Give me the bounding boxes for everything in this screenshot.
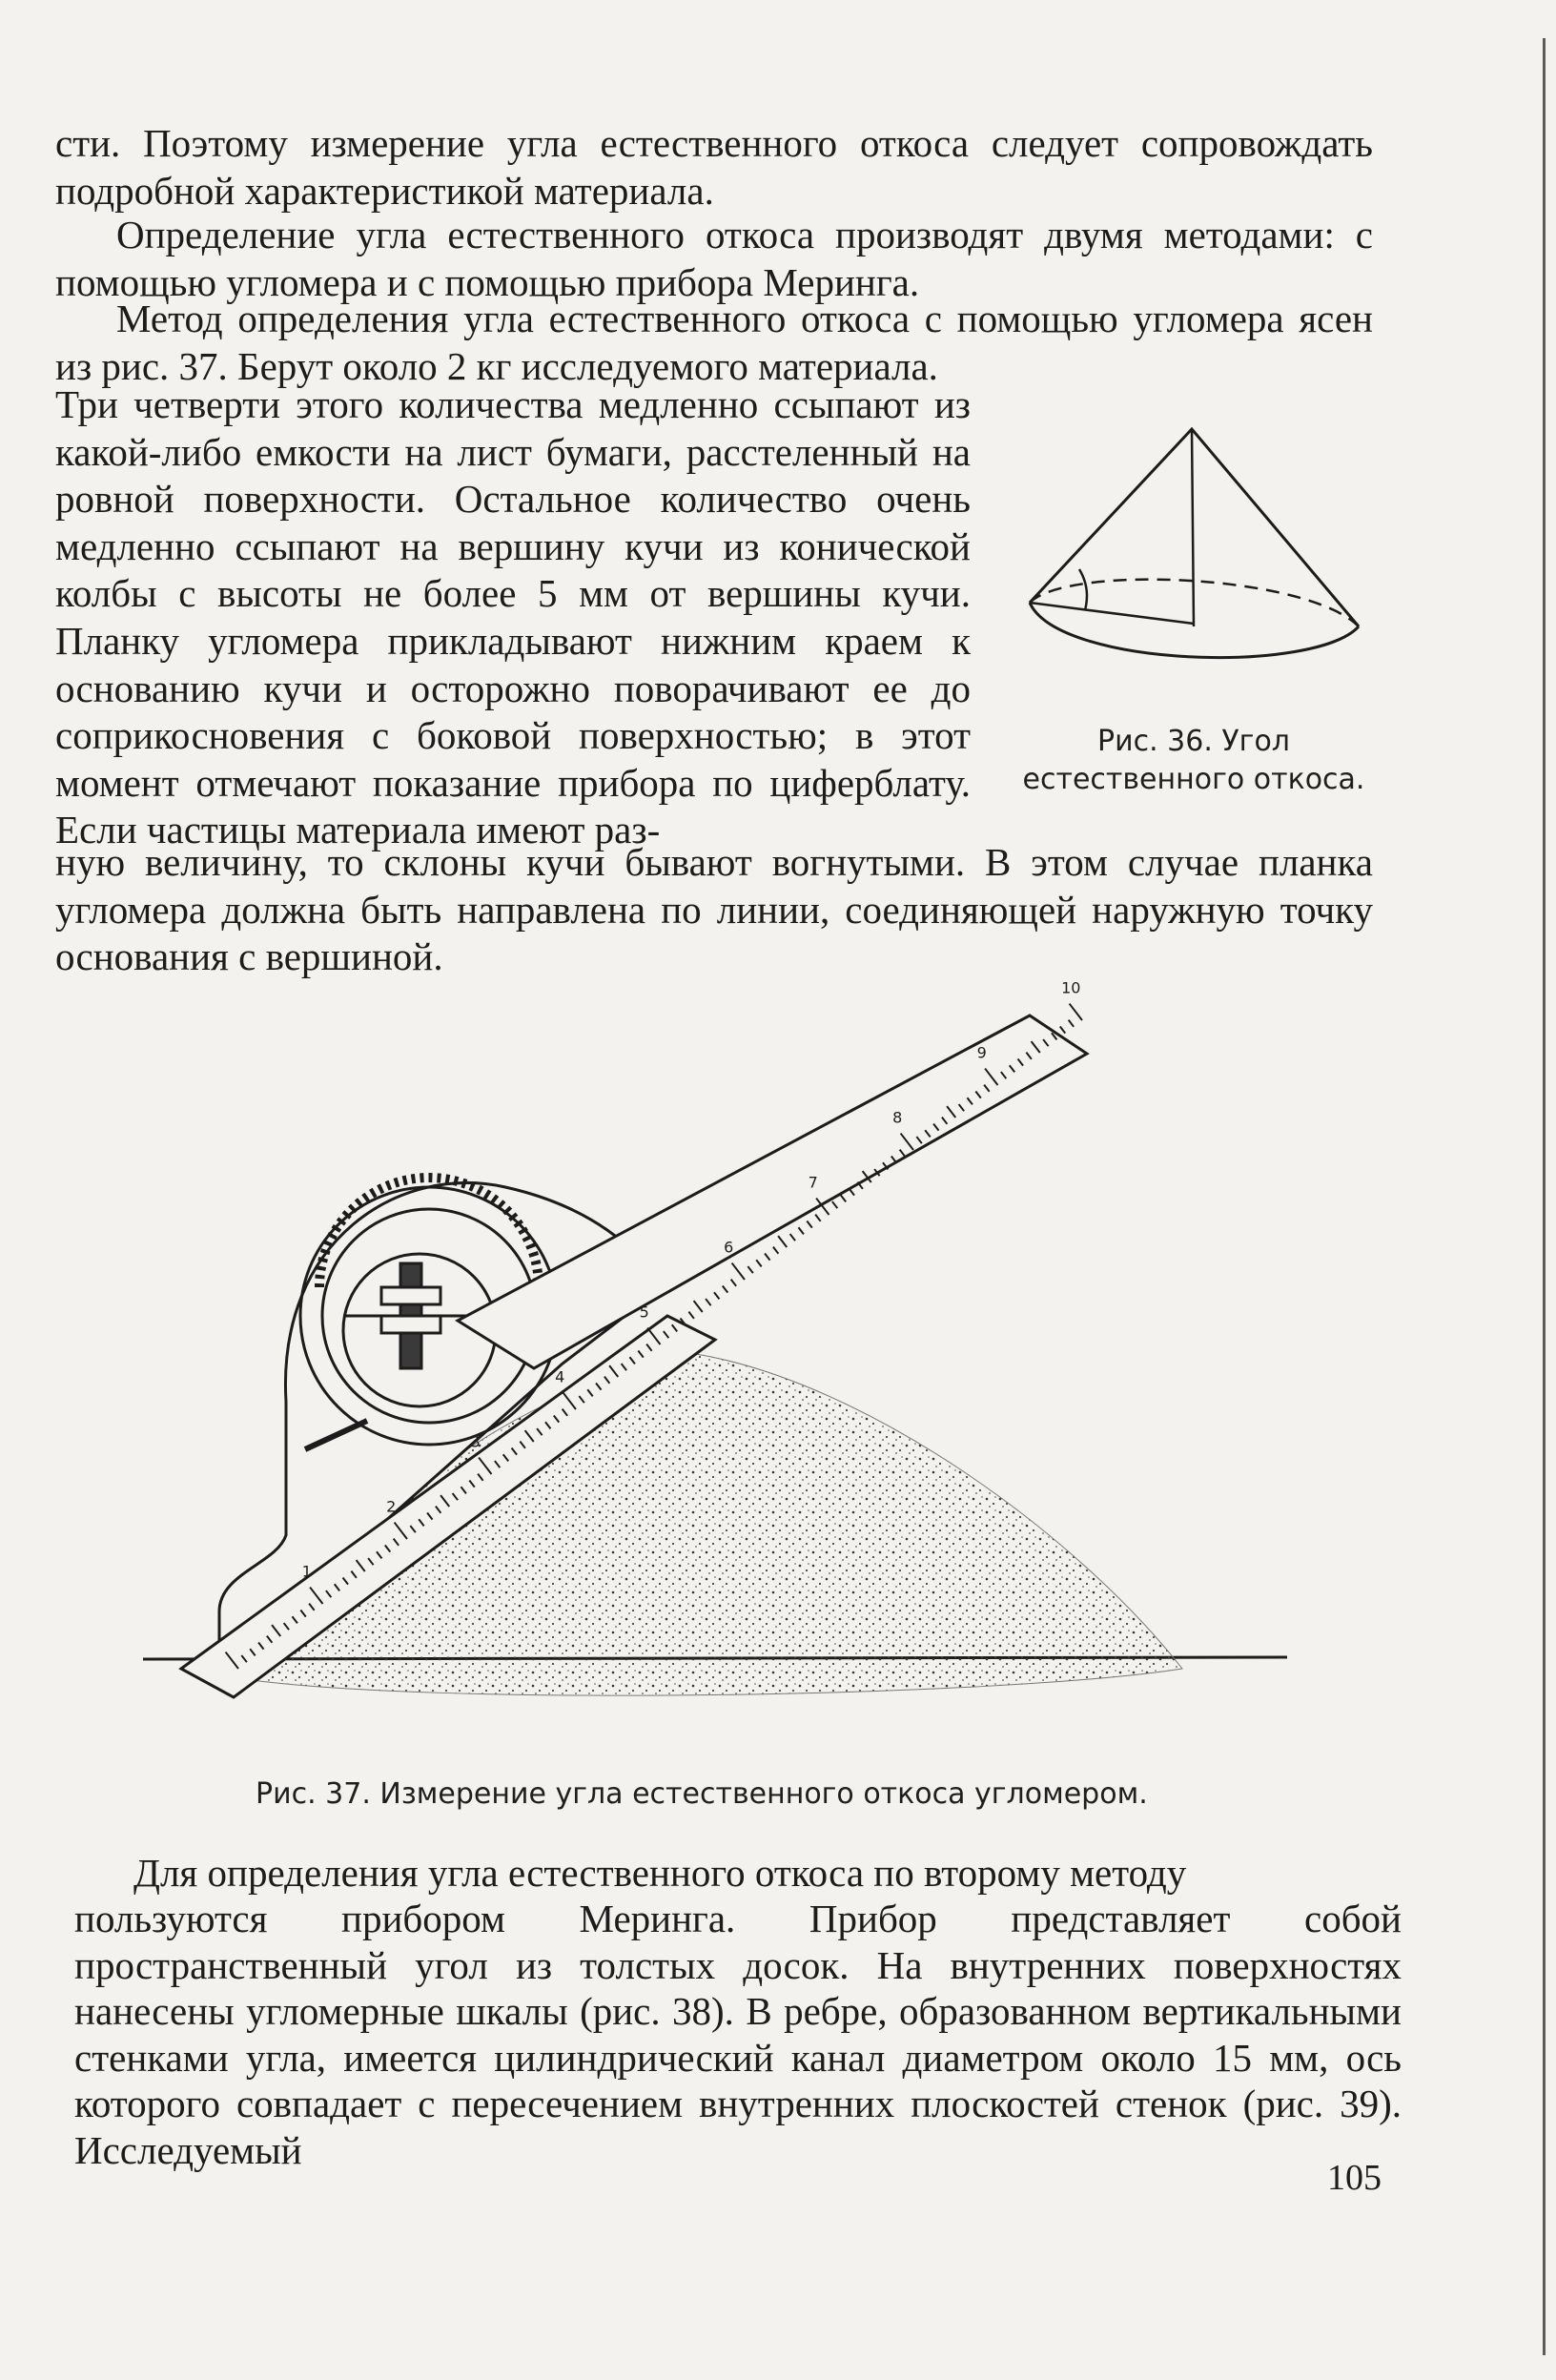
- ruler-tick: [798, 1227, 803, 1234]
- ruler-tick: [832, 1201, 837, 1208]
- ruler-tick: [732, 1263, 745, 1280]
- cone-radius: [1030, 603, 1194, 624]
- paragraph-3-wrapped: Три четверти этого количества медленно ссыпают из какой-либо емкости на лист бумаги, расстеленный на ровной поверхности. Остальное количество очень медленно ссыпают на вершину кучи из конической колбы с высоты не более 5 мм от вершины кучи. Планку угломера прикладывают нижним краем к основанию кучи и осторожно поворачивают ее до соприкосновения с боковой поверхностью; в этот момент отмечают показание прибора по циферблату. Если частицы материала имеют раз-: [55, 382, 971, 852]
- paragraph-3-intro: Метод определения угла естественного откоса с помощью угломера ясен из рис. 37. Берут около 2 кг исследуемого материала.: [55, 297, 1373, 388]
- ruler-tick: [747, 1266, 752, 1273]
- ruler-tick: [815, 1215, 820, 1221]
- ruler-tick: [807, 1221, 811, 1227]
- ruler-tick: [694, 1301, 703, 1312]
- ruler-tick-label: 7: [808, 1173, 818, 1192]
- ruler-tick-label: 9: [976, 1043, 987, 1062]
- ruler-tick: [778, 1236, 787, 1247]
- ruler-tick: [1070, 1004, 1082, 1020]
- ruler-tick-label: 4: [555, 1367, 565, 1386]
- ruler-tick: [1060, 1026, 1065, 1033]
- ruler-tick: [706, 1299, 710, 1305]
- ruler-tick: [731, 1280, 736, 1286]
- paragraph-2: Определение угла естественного откоса производят двумя методами: с помощью угломера и с помощью прибора Меринга.: [55, 213, 1373, 304]
- repose-angle-arc: [1079, 569, 1087, 610]
- ruler-tick: [688, 1312, 693, 1319]
- ruler-tick: [756, 1260, 761, 1266]
- ruler-tick-label: 2: [386, 1497, 397, 1516]
- ruler-tick-label: 5: [639, 1303, 649, 1322]
- paragraph-1: сти. Поэтому измерение угла естественного откоса следует сопровождать подробной характеристикой материала.: [55, 121, 1373, 213]
- paragraph-4-first-line: Для определения угла естественного откоса по второму методу: [133, 1851, 1187, 1895]
- ruler-tick: [765, 1253, 769, 1260]
- page-number: 105: [1327, 2158, 1382, 2198]
- ruler-tick-label: 10: [1061, 978, 1081, 997]
- cone-figure: [992, 412, 1392, 717]
- page-edge-line: [1543, 38, 1546, 2355]
- ruler-tick-label: 1: [301, 1562, 312, 1581]
- paragraph-4: пользуются прибором Меринга. Прибор представляет собой пространственный угол из толстых досок. На внутренних поверхностях нанесены угломерные шкалы (рис. 38). В ребре, образованном вертикальными стенками угла, имеется цилиндрический канал диаметром около 15 мм, ось которого совпадает с пересечением внутренних плоскостей стенок (рис. 39). Исследуемый: [74, 1897, 1402, 2172]
- paragraph-3-end: ную величину, то склоны кучи бывают вогнутыми. В этом случае планка угломера должна быть направлена по линии, соединяющей наружную точку основания с вершиной.: [55, 840, 1373, 978]
- ruler-tick: [714, 1292, 719, 1299]
- figure-37-caption: Рис. 37. Измерение угла естественного откоса угломером.: [256, 1777, 1148, 1811]
- ruler-tick-label: 6: [724, 1238, 734, 1257]
- ruler-tick: [723, 1285, 727, 1292]
- protractor-figure: [143, 978, 1316, 1745]
- ruler-tick: [773, 1247, 778, 1254]
- ruler-tick: [841, 1195, 846, 1201]
- ruler-tick-label: 8: [892, 1108, 903, 1127]
- figure-36-caption: Рис. 36. Угол естественного откоса.: [1022, 725, 1365, 796]
- ruler-tick: [850, 1188, 854, 1195]
- ruler-tick: [1069, 1020, 1074, 1027]
- ruler-tick-label: 3: [470, 1432, 481, 1451]
- ruler-tick: [790, 1234, 795, 1241]
- cone-axis: [1192, 429, 1194, 626]
